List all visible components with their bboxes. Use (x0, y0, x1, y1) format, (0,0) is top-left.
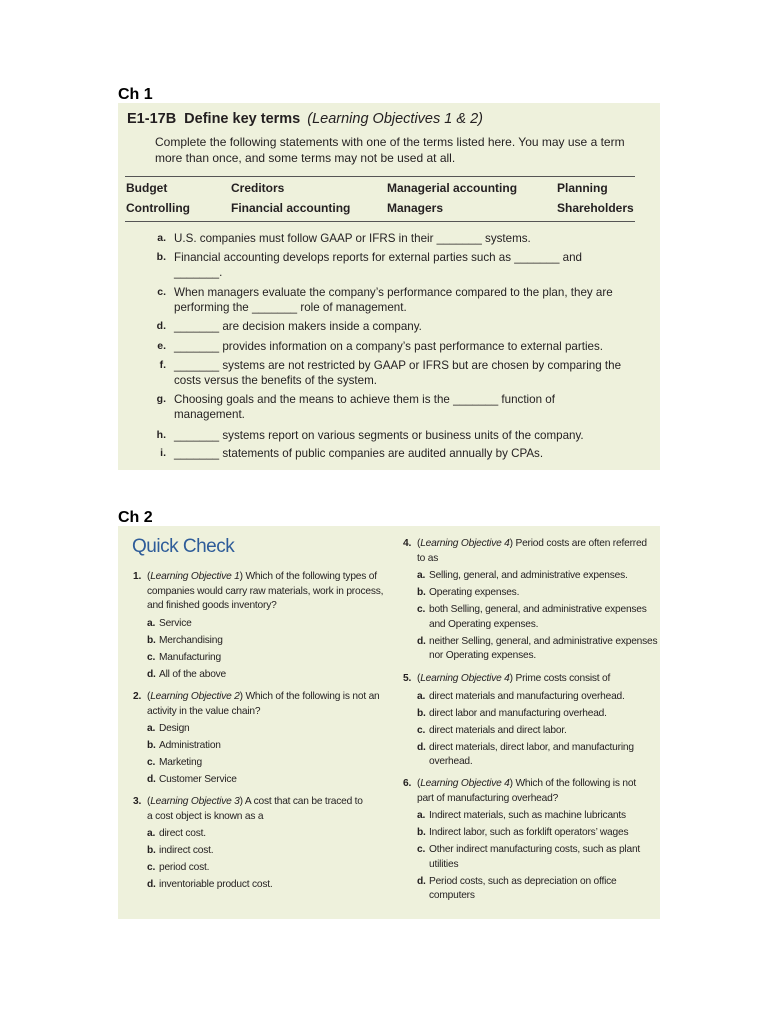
question-text: (Learning Objective 2) Which of the following is not an (147, 691, 380, 702)
term: Managerial accounting (387, 181, 518, 195)
option-text: Service (159, 617, 192, 629)
question-text: activity in the value chain? (147, 705, 261, 717)
exercise-panel (118, 103, 660, 470)
statement-text: U.S. companies must follow GAAP or IFRS in their _______ systems. (174, 232, 531, 245)
option-text: direct materials, direct labor, and manufacturing (429, 741, 634, 753)
chapter-2-heading: Ch 2 (118, 509, 153, 526)
term: Managers (387, 201, 444, 215)
option-letter: b. (417, 827, 426, 838)
option-letter: a. (147, 828, 156, 839)
question-text: and finished goods inventory? (147, 600, 277, 611)
option-text: Period costs, such as depreciation on office (429, 875, 617, 887)
question-text: (Learning Objective 1) Which of the following types of (147, 571, 377, 582)
statement-text: costs versus the benefits of the system. (174, 374, 377, 387)
option-text: both Selling, general, and administrative expenses (429, 604, 647, 615)
statement-text: _______ systems are not restricted by GAAP or IFRS but are chosen by comparing the (174, 359, 622, 372)
option-text: direct materials and direct labor. (429, 724, 567, 736)
statement-letter: b. (156, 251, 166, 263)
exercise-title (127, 111, 483, 127)
term: Budget (126, 181, 168, 195)
option-letter: b. (147, 740, 156, 751)
option-letter: c. (417, 604, 426, 615)
statement-text: _______ statements of public companies are audited annually by CPAs. (174, 447, 544, 460)
option-letter: d. (147, 774, 156, 785)
question (133, 570, 393, 614)
statement-text: management. (174, 408, 245, 421)
option-letter: a. (147, 723, 156, 734)
question-text-line: ) Which of the following is not (509, 778, 636, 789)
question (133, 690, 393, 719)
question-text: (Learning Objective 4) Prime costs consist of (417, 673, 611, 684)
statement-letter: e. (157, 340, 166, 352)
statement-text: When managers evaluate the company’s performance compared to the plan, they are (174, 286, 613, 299)
question-text-line: ) Period costs are often referred (509, 538, 647, 549)
option-text: Administration (159, 740, 221, 751)
question-learning-objective: Learning Objective 2 (150, 691, 240, 702)
question (403, 777, 663, 806)
option-text: Design (159, 723, 190, 734)
instructions-line: more than once, and some terms may not be used at all. (155, 151, 456, 165)
option-text: and Operating expenses. (429, 618, 539, 630)
quick-check-title: Quick Check (132, 536, 235, 557)
option-letter: d. (147, 668, 156, 680)
question-text-line: ) Prime costs consist of (509, 673, 611, 684)
question (403, 537, 663, 566)
option-letter: b. (147, 845, 156, 856)
option-letter: b. (417, 707, 426, 719)
statement-text: _______ provides information on a company’s past performance to external parties. (174, 340, 604, 353)
question-number: 2. (133, 691, 142, 702)
option-letter: c. (417, 724, 426, 736)
option-letter: d. (417, 635, 426, 647)
question-number: 4. (403, 538, 412, 549)
option-letter: a. (417, 570, 426, 581)
question-number: 1. (133, 571, 142, 582)
option-text: Merchandising (159, 634, 223, 646)
question-text: a cost object is known as a (147, 810, 264, 822)
statement-letter: f. (159, 359, 166, 371)
term: Planning (557, 181, 608, 195)
statement-letter: d. (156, 320, 166, 332)
instructions-line: Complete the following statements with one of the terms listed here. You may use a term (155, 135, 625, 149)
statement-letter: c. (157, 286, 166, 298)
option-text: Other indirect manufacturing costs, such as plant (429, 844, 641, 855)
option-letter: d. (417, 875, 426, 887)
chapter-1-heading: Ch 1 (118, 86, 153, 103)
option-letter: a. (417, 690, 426, 702)
question-learning-objective: Learning Objective 4 (420, 673, 510, 684)
option-text: utilities (429, 858, 459, 870)
question-text: part of manufacturing overhead? (417, 792, 559, 804)
question-learning-objective: Learning Objective 3 (150, 796, 240, 807)
option-text: inventoriable product cost. (159, 879, 273, 890)
quick-check-panel (118, 526, 660, 919)
term: Creditors (231, 181, 285, 195)
question-text: (Learning Objective 4) Which of the following is not (417, 778, 636, 789)
question-text: (Learning Objective 4) Period costs are often referred (417, 538, 647, 549)
question-text-line: ) Which of the following types of (239, 571, 377, 582)
question-text-line: ) Which of the following is not an (239, 691, 380, 702)
option-text: All of the above (159, 668, 227, 680)
option-letter: b. (147, 634, 156, 646)
option-letter: c. (147, 651, 156, 663)
question-number: 5. (403, 673, 412, 684)
term: Financial accounting (231, 201, 351, 215)
option-text: Indirect materials, such as machine lubricants (429, 810, 626, 821)
question-learning-objective: Learning Objective 4 (420, 778, 510, 789)
statement-letter: h. (156, 429, 166, 441)
statement-letter: i. (160, 447, 166, 459)
option-text: computers (429, 890, 475, 901)
terms-list (125, 176, 635, 222)
option-text: Selling, general, and administrative expenses. (429, 570, 628, 581)
option-text: Manufacturing (159, 651, 221, 663)
statement-text: Financial accounting develops reports for external parties such as _______ and (174, 251, 582, 264)
question-number: 6. (403, 778, 412, 789)
exercise-instructions (155, 134, 645, 166)
option-text: Operating expenses. (429, 587, 520, 598)
statement-text: _______. (174, 266, 223, 279)
option-letter: c. (417, 844, 426, 855)
option-text: Customer Service (159, 774, 237, 785)
option-text: overhead. (429, 756, 473, 767)
option-letter: c. (147, 757, 156, 768)
option-letter: a. (147, 617, 156, 629)
statement-letter: a. (157, 232, 166, 244)
question-number: 3. (133, 796, 142, 807)
statement-text: _______ systems report on various segments or business units of the company. (174, 429, 584, 442)
option-text: neither Selling, general, and administrative expenses (429, 635, 658, 647)
option-text: nor Operating expenses. (429, 650, 536, 661)
option-text: direct materials and manufacturing overhead. (429, 690, 625, 702)
option-letter: c. (147, 862, 156, 873)
option-text: period cost. (159, 862, 210, 873)
exercise-number: E1-17B (127, 111, 177, 127)
statement-text: _______ are decision makers inside a company. (174, 320, 422, 333)
question-learning-objective: Learning Objective 4 (420, 538, 510, 549)
option-text: Marketing (159, 757, 202, 768)
option-text: direct labor and manufacturing overhead. (429, 707, 607, 719)
option-text: Indirect labor, such as forklift operators’ wages (429, 827, 629, 838)
statement-text: Choosing goals and the means to achieve them is the _______ function of (174, 393, 555, 406)
option-letter: a. (417, 810, 426, 821)
question-text-line: ) A cost that can be traced to (239, 796, 363, 807)
option-text: indirect cost. (159, 845, 214, 856)
question (403, 672, 663, 687)
option-letter: b. (417, 587, 426, 598)
option-text: direct cost. (159, 828, 206, 839)
question-text: (Learning Objective 3) A cost that can be traced to (147, 796, 363, 807)
question-text: to as (417, 552, 439, 564)
statement-text: performing the _______ role of management. (174, 301, 407, 314)
exercise-learning-objectives: (Learning Objectives 1 & 2) (307, 111, 483, 127)
option-letter: d. (147, 879, 156, 890)
question-text: companies would carry raw materials, work in process, (147, 585, 384, 597)
statement-letter: g. (156, 393, 166, 405)
question (133, 795, 393, 824)
option-letter: d. (417, 741, 426, 753)
exercise-name: Define key terms (184, 111, 301, 127)
question-learning-objective: Learning Objective 1 (150, 571, 240, 582)
term: Controlling (126, 201, 190, 215)
term: Shareholders (557, 201, 634, 215)
